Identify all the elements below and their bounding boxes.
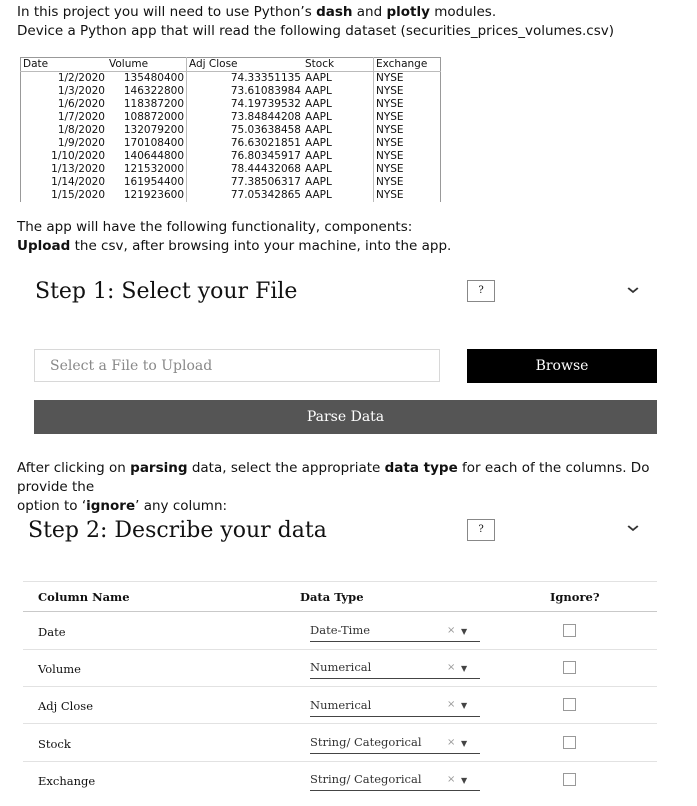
cell: 146322800 bbox=[107, 85, 187, 98]
data-type-select[interactable]: Numerical bbox=[310, 698, 480, 717]
column-name-cell: Exchange bbox=[38, 774, 96, 788]
dataset-header: Volume bbox=[107, 58, 187, 72]
data-type-select[interactable]: Numerical bbox=[310, 660, 480, 679]
cell: 1/15/2020 bbox=[21, 189, 108, 202]
dataset-table bbox=[20, 57, 441, 202]
table-row bbox=[21, 98, 441, 111]
step2-help-button[interactable]: ? bbox=[467, 519, 495, 541]
data-type-header: Data Type bbox=[300, 590, 364, 604]
cell: 74.19739532 bbox=[230, 98, 301, 110]
cell: NYSE bbox=[374, 150, 441, 163]
dataset-header-row bbox=[21, 58, 441, 72]
cell: AAPL bbox=[303, 189, 374, 202]
column-name-cell: Adj Close bbox=[38, 699, 93, 713]
cell: 77.05342865 bbox=[230, 189, 301, 201]
functionality-line-2: Upload the csv, after browsing into your machine, into the app. bbox=[17, 238, 452, 254]
grid-divider bbox=[23, 611, 657, 612]
table-row bbox=[21, 176, 441, 189]
cell: 161954400 bbox=[107, 176, 187, 189]
cell: NYSE bbox=[374, 124, 441, 137]
data-type-select[interactable]: Date-Time bbox=[310, 623, 480, 642]
functionality-text bbox=[17, 218, 451, 256]
data-type-select[interactable]: String/ Categorical bbox=[310, 735, 480, 754]
cell: 1/10/2020 bbox=[21, 150, 108, 163]
cell: NYSE bbox=[374, 137, 441, 150]
column-name-header: Column Name bbox=[38, 590, 130, 604]
step1-help-button[interactable]: ? bbox=[467, 280, 495, 302]
cell: AAPL bbox=[303, 72, 374, 86]
dataset-header: Adj Close bbox=[187, 58, 304, 72]
cell: AAPL bbox=[303, 150, 374, 163]
step2-title: Step 2: Describe your data bbox=[28, 518, 327, 543]
cell: AAPL bbox=[303, 85, 374, 98]
cell: AAPL bbox=[303, 98, 374, 111]
cell: 170108400 bbox=[107, 137, 187, 150]
column-name-cell: Date bbox=[38, 625, 66, 639]
cell: NYSE bbox=[374, 111, 441, 124]
table-row bbox=[21, 85, 441, 98]
cell: 132079200 bbox=[107, 124, 187, 137]
cell: AAPL bbox=[303, 176, 374, 189]
grid-divider bbox=[23, 649, 657, 650]
file-upload-input[interactable]: Select a File to Upload bbox=[34, 349, 440, 382]
browse-button[interactable]: Browse bbox=[467, 349, 657, 383]
cell: 73.61083984 bbox=[230, 85, 301, 97]
cell: 74.33351135 bbox=[230, 72, 301, 84]
caret-down-icon[interactable]: ▼ bbox=[461, 739, 468, 748]
cell: 1/8/2020 bbox=[21, 124, 108, 137]
parse-data-button[interactable]: Parse Data bbox=[34, 400, 657, 434]
table-row bbox=[21, 150, 441, 163]
clear-icon[interactable]: × bbox=[447, 625, 456, 636]
cell: 121923600 bbox=[107, 189, 187, 202]
cell: 140644800 bbox=[107, 150, 187, 163]
column-name-cell: Stock bbox=[38, 737, 71, 751]
clear-icon[interactable]: × bbox=[447, 774, 456, 785]
ignore-header: Ignore? bbox=[550, 590, 600, 604]
caret-down-icon[interactable]: ▼ bbox=[461, 627, 468, 636]
cell: 1/2/2020 bbox=[21, 72, 108, 86]
clear-icon[interactable]: × bbox=[447, 662, 456, 673]
cell: NYSE bbox=[374, 176, 441, 189]
ignore-checkbox[interactable] bbox=[563, 661, 576, 674]
cell: 73.84844208 bbox=[230, 111, 301, 123]
grid-divider bbox=[23, 581, 657, 582]
table-row bbox=[21, 124, 441, 137]
cell: AAPL bbox=[303, 163, 374, 176]
cell: 76.63021851 bbox=[230, 137, 301, 149]
intro-line-2: Device a Python app that will read the following dataset (securities_prices_volumes.csv) bbox=[17, 23, 615, 39]
cell: NYSE bbox=[374, 72, 441, 86]
grid-divider bbox=[23, 686, 657, 687]
caret-down-icon[interactable]: ▼ bbox=[461, 701, 468, 710]
cell: 118387200 bbox=[107, 98, 187, 111]
cell: 76.80345917 bbox=[230, 150, 301, 162]
cell: 77.38506317 bbox=[230, 176, 301, 188]
ignore-checkbox[interactable] bbox=[563, 698, 576, 711]
cell: 75.03638458 bbox=[230, 124, 301, 136]
cell: 78.44432068 bbox=[230, 163, 301, 175]
cell: 121532000 bbox=[107, 163, 187, 176]
step2-chevron-down-icon[interactable] bbox=[627, 520, 639, 536]
cell: 135480400 bbox=[107, 72, 187, 86]
cell: 1/14/2020 bbox=[21, 176, 108, 189]
cell: NYSE bbox=[374, 98, 441, 111]
dataset-header: Exchange bbox=[374, 58, 441, 72]
cell: 1/6/2020 bbox=[21, 98, 108, 111]
data-type-select[interactable]: String/ Categorical bbox=[310, 772, 480, 791]
table-row bbox=[21, 163, 441, 176]
cell: 1/9/2020 bbox=[21, 137, 108, 150]
cell: 1/13/2020 bbox=[21, 163, 108, 176]
cell: AAPL bbox=[303, 124, 374, 137]
cell: AAPL bbox=[303, 137, 374, 150]
clear-icon[interactable]: × bbox=[447, 737, 456, 748]
cell: 108872000 bbox=[107, 111, 187, 124]
cell: NYSE bbox=[374, 85, 441, 98]
step1-title: Step 1: Select your File bbox=[35, 279, 298, 304]
intro-line-1: In this project you will need to use Python’s dash and plotly modules. bbox=[17, 4, 497, 20]
parsing-line-1: After clicking on parsing data, select the appropriate data type for each of the columns. Do provide the bbox=[17, 460, 650, 495]
intro-text bbox=[17, 3, 614, 41]
parsing-line-2: option to ‘ignore’ any column: bbox=[17, 498, 228, 514]
step1-chevron-down-icon[interactable] bbox=[627, 282, 639, 298]
table-row bbox=[21, 111, 441, 124]
cell: NYSE bbox=[374, 189, 441, 202]
caret-down-icon[interactable]: ▼ bbox=[461, 776, 468, 785]
functionality-line-1: The app will have the following functionality, components: bbox=[17, 219, 413, 235]
table-row bbox=[21, 189, 441, 202]
parsing-text bbox=[17, 459, 697, 516]
clear-icon[interactable]: × bbox=[447, 699, 456, 710]
grid-divider bbox=[23, 761, 657, 762]
dataset-header: Date bbox=[21, 58, 108, 72]
dataset-header: Stock bbox=[303, 58, 374, 72]
column-name-cell: Volume bbox=[38, 662, 81, 676]
caret-down-icon[interactable]: ▼ bbox=[461, 664, 468, 673]
ignore-checkbox[interactable] bbox=[563, 736, 576, 749]
ignore-checkbox[interactable] bbox=[563, 773, 576, 786]
ignore-checkbox[interactable] bbox=[563, 624, 576, 637]
table-row bbox=[21, 137, 441, 150]
table-row bbox=[21, 72, 441, 86]
cell: 1/7/2020 bbox=[21, 111, 108, 124]
cell: NYSE bbox=[374, 163, 441, 176]
cell: AAPL bbox=[303, 111, 374, 124]
cell: 1/3/2020 bbox=[21, 85, 108, 98]
grid-divider bbox=[23, 723, 657, 724]
